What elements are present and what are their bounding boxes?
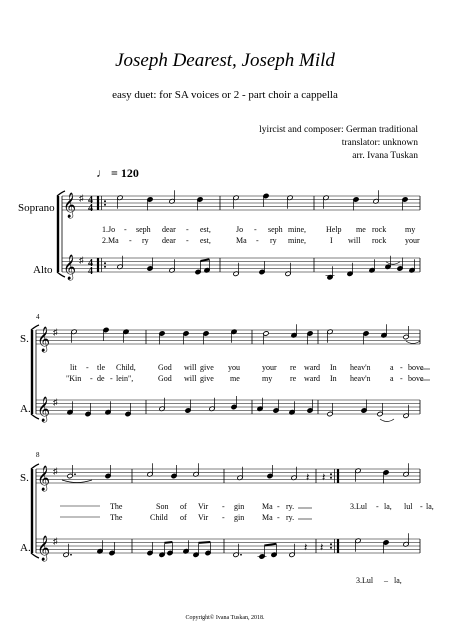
lyric-syllable: God [158, 374, 172, 383]
lyric-syllable: Child [150, 513, 168, 522]
lyric-syllable: ry [270, 236, 277, 245]
lyric-syllable: dear [162, 236, 176, 245]
lyric-syllable: your [262, 363, 277, 372]
lyric-syllable: - [124, 225, 127, 234]
time-sig-top: 4 [88, 195, 93, 206]
lyric-syllable: – [384, 576, 388, 585]
copyright: Copyright© Ivana Tuskan, 2018. [185, 615, 265, 621]
lyric-syllable: heav'n [350, 374, 371, 383]
lyric-syllable: The [110, 502, 123, 511]
lyric-syllable: will [184, 374, 197, 383]
lyric-syllable: my [262, 374, 273, 383]
lyric-syllable: gin [234, 513, 245, 522]
lyric-syllable: a [390, 363, 394, 372]
treble-clef-icon: 𝄞 [63, 192, 77, 217]
repeat-dot [104, 266, 106, 268]
lyric-syllable: re [290, 363, 297, 372]
measure-number: 8 [36, 451, 40, 459]
quarter-rest-icon: 𝄽 [306, 472, 310, 484]
lyric-syllable: God [158, 363, 172, 372]
beam [200, 259, 209, 261]
treble-clef-icon: 𝄞 [63, 254, 77, 279]
lyric-syllable: re [290, 374, 297, 383]
arranger-credit: arr. Ivana Tuskan [352, 151, 418, 161]
lyric-syllable: Help [326, 225, 342, 234]
lyric-syllable: ry [142, 236, 149, 245]
composer-credit: lyircist and composer: German traditional [259, 125, 418, 135]
lyric-syllable: - [186, 236, 189, 245]
lyric-syllable: de [97, 374, 105, 383]
lyric-syllable: Child, [116, 363, 136, 372]
lyric-syllable: Vir [198, 502, 209, 511]
lyric-syllable: - [86, 363, 89, 372]
piece-subtitle: easy duet: for SA voices or 2 - part choir a cappella [112, 89, 338, 101]
lyric-syllable: you [228, 363, 240, 372]
quarter-note-icon: ♩ [96, 166, 108, 180]
lyric-syllable: seph [268, 225, 283, 234]
lyric-syllable: Jo [236, 225, 244, 234]
lyric-syllable: 1.Jo [102, 225, 116, 234]
lyric-syllable: Ma [236, 236, 247, 245]
lyric-syllable: - [400, 363, 403, 372]
key-signature-sharp: ♯ [53, 397, 58, 407]
quarter-rest-icon: 𝄽 [322, 472, 326, 484]
lyric-syllable: of [180, 513, 187, 522]
lyric-syllable: ry. [286, 513, 295, 522]
lyric-syllable: give [200, 374, 214, 383]
lyric-syllable: gin [234, 502, 245, 511]
treble-clef-icon: 𝄞 [37, 326, 51, 351]
lyric-syllable: - [400, 374, 403, 383]
lyric-syllable: heav'n [350, 363, 371, 372]
lyric-syllable: In [330, 363, 337, 372]
repeat-dot [330, 473, 332, 475]
lyric-syllable: rock [372, 236, 387, 245]
repeat-dot [104, 262, 106, 264]
lyric-syllable: seph [136, 225, 151, 234]
lyric-syllable: ward [304, 374, 320, 383]
lyric-syllable: - [376, 502, 379, 511]
repeat-dot [104, 200, 106, 202]
time-sig-top: 4 [88, 258, 93, 269]
repeat-dot [330, 543, 332, 545]
lyric-syllable: Vir [198, 513, 209, 522]
lyric-syllable: ry. [286, 502, 295, 511]
lyric-syllable: mine, [288, 225, 306, 234]
quarter-rest-icon: 𝄽 [320, 542, 324, 554]
lyric-syllable: - [222, 502, 225, 511]
label-alto-short: A. [20, 403, 31, 415]
label-alto-short: A. [20, 542, 31, 554]
lyric-syllable: 3.Lul [350, 502, 368, 511]
lyric-syllable: a [390, 374, 394, 383]
lyric-syllable: 2.Ma [102, 236, 119, 245]
lyric-syllable: - [277, 502, 280, 511]
lyric-syllable: - [420, 502, 423, 511]
lyric-syllable: la, [394, 576, 402, 585]
lyric-syllable: la, [384, 502, 392, 511]
lyric-syllable: Ma [262, 513, 273, 522]
augmentation-dot [74, 473, 76, 475]
measure-number: 4 [36, 313, 40, 321]
augmentation-dot [240, 554, 242, 556]
beam [164, 542, 172, 543]
lyric-syllable: rock [372, 225, 387, 234]
lyric-syllable: est, [200, 236, 211, 245]
key-signature-sharp: ♯ [53, 466, 58, 476]
label-soprano-short: S. [20, 472, 29, 484]
lyric-syllable: mine, [288, 236, 306, 245]
label-soprano-short: S. [20, 333, 29, 345]
repeat-dot [104, 204, 106, 206]
label-soprano: Soprano [18, 202, 55, 214]
treble-clef-icon: 𝄞 [37, 535, 51, 560]
lyric-syllable: - [129, 236, 132, 245]
translator-credit: translator: unknown [341, 138, 418, 148]
lyric-syllable: bove [408, 374, 424, 383]
piece-title: Joseph Dearest, Joseph Mild [115, 50, 335, 71]
lyric-syllable: will [184, 363, 197, 372]
tie [62, 480, 92, 483]
beam [198, 542, 210, 543]
lyric-syllable: - [90, 374, 93, 383]
lyric-syllable: my [405, 225, 416, 234]
lyric-syllable: - [256, 236, 259, 245]
lyric-syllable: give [200, 363, 214, 372]
lyric-syllable: will [348, 236, 361, 245]
lyric-syllable: me [230, 374, 240, 383]
beam [264, 544, 276, 546]
lyric-syllable: I [330, 236, 333, 245]
lyric-syllable: - [277, 513, 280, 522]
lyric-syllable: - [110, 374, 113, 383]
tempo-value: = 120 [111, 166, 139, 180]
treble-clef-icon: 𝄞 [37, 465, 51, 490]
repeat-dot [330, 477, 332, 479]
key-signature-sharp: ♯ [79, 255, 84, 265]
lyric-syllable: ward [304, 363, 320, 372]
lyric-syllable: est, [200, 225, 211, 234]
repeat-dot [330, 547, 332, 549]
augmentation-dot [70, 554, 72, 556]
tie [380, 419, 394, 422]
lyric-syllable: In [330, 374, 337, 383]
lyric-syllable: - [186, 225, 189, 234]
quarter-rest-icon: 𝄽 [304, 542, 308, 554]
time-sig-bottom: 4 [88, 266, 93, 277]
lyric-syllable: dear [162, 225, 176, 234]
tie [406, 341, 420, 344]
lyric-syllable: Son [156, 502, 169, 511]
time-sig-bottom: 4 [88, 203, 93, 214]
treble-clef-icon: 𝄞 [37, 396, 51, 421]
lyric-syllable: "Kin [66, 374, 82, 383]
tie [386, 262, 400, 265]
lyric-syllable: lul [404, 502, 413, 511]
lyric-syllable: of [180, 502, 187, 511]
lyric-syllable: - [222, 513, 225, 522]
lyric-syllable: me [356, 225, 366, 234]
label-alto: Alto [33, 264, 53, 276]
lyric-syllable: your [405, 236, 420, 245]
key-signature-sharp: ♯ [53, 327, 58, 337]
key-signature-sharp: ♯ [53, 536, 58, 546]
lyric-syllable: la, [426, 502, 434, 511]
key-signature-sharp: ♯ [79, 193, 84, 203]
lyric-syllable: lein", [116, 374, 134, 383]
lyric-syllable: lit [70, 363, 77, 372]
lyric-syllable: tle [97, 363, 105, 372]
lyric-syllable: bove [408, 363, 424, 372]
lyric-syllable: The [110, 513, 123, 522]
lyric-syllable: - [254, 225, 257, 234]
lyric-syllable: Ma [262, 502, 273, 511]
lyric-syllable: 3.Lul [356, 576, 374, 585]
